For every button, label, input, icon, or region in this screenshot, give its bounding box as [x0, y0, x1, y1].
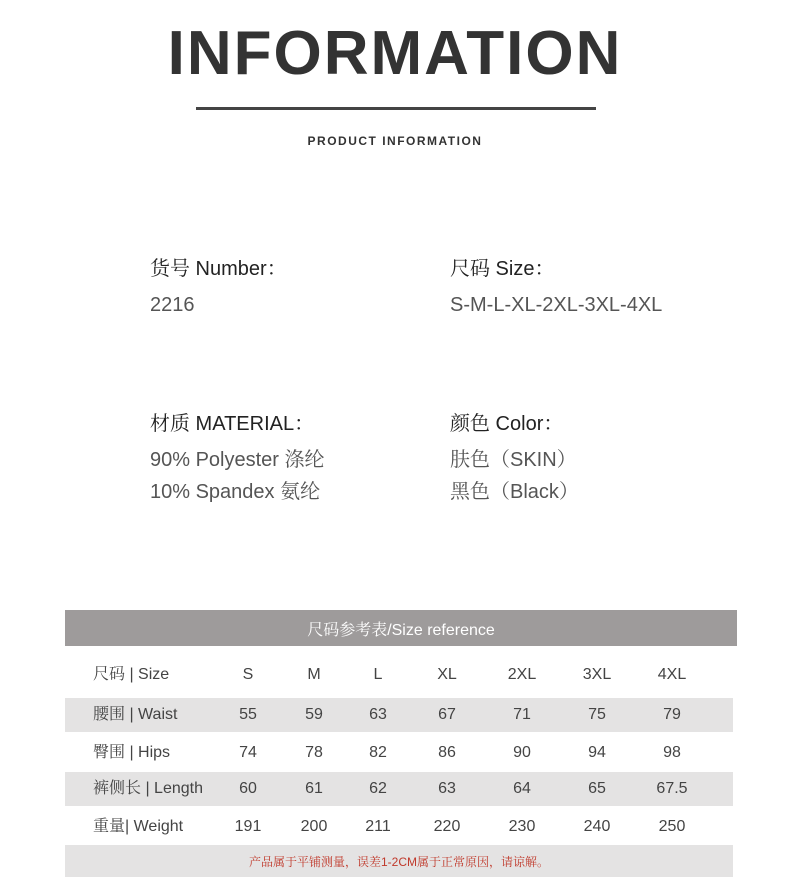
- row-label: 重量| Weight: [93, 818, 184, 835]
- size-block: [450, 252, 662, 321]
- table-cell: 211: [365, 818, 391, 835]
- table-cell: 220: [433, 818, 461, 835]
- row-label: 裤侧长 | Length: [93, 780, 203, 797]
- title-divider: [196, 107, 596, 110]
- table-row: [65, 810, 733, 844]
- table-cell: 250: [658, 818, 686, 835]
- table-cell: 64: [513, 780, 531, 797]
- number-block: [150, 252, 287, 321]
- table-cell: 4XL: [657, 666, 687, 683]
- material-value: 10% Spandex 氨纶: [150, 481, 321, 503]
- table-row: [65, 658, 733, 692]
- table-cell: 78: [305, 744, 323, 761]
- table-cell: 200: [300, 818, 328, 835]
- table-cell: 240: [583, 818, 611, 835]
- table-cell: 3XL: [582, 666, 612, 683]
- table-cell: 90: [513, 744, 531, 761]
- table-cell: 63: [369, 706, 387, 723]
- table-cell: L: [373, 666, 383, 683]
- row-label: 尺码 | Size: [93, 666, 170, 683]
- color-block: [450, 407, 579, 508]
- table-cell: 86: [438, 744, 456, 761]
- table-row: [65, 772, 733, 806]
- table-cell: 82: [369, 744, 387, 761]
- page-subtitle: PRODUCT INFORMATION: [307, 134, 483, 148]
- table-row: [65, 736, 733, 770]
- color-label: 颜色 Color：: [450, 413, 564, 435]
- row-label: 臀围 | Hips: [93, 744, 171, 761]
- table-cell: 67.5: [656, 780, 688, 797]
- size-table-title: 尺码参考表/Size reference: [65, 610, 737, 646]
- material-value: 90% Polyester 涤纶: [150, 449, 325, 471]
- material-label: 材质 MATERIAL：: [150, 413, 315, 435]
- table-cell: 59: [305, 706, 323, 723]
- material-block: [150, 407, 325, 508]
- measurement-note: 产品属于平铺测量，误差1-2CM属于正常原因，请谅解。: [65, 845, 733, 877]
- table-cell: 191: [234, 818, 262, 835]
- table-cell: 55: [239, 706, 257, 723]
- color-value: 肤色（SKIN）: [450, 449, 577, 471]
- table-cell: XL: [437, 666, 457, 683]
- table-cell: 62: [369, 780, 387, 797]
- table-cell: 67: [438, 706, 456, 723]
- number-label: 货号 Number：: [150, 258, 287, 280]
- table-cell: 2XL: [507, 666, 537, 683]
- table-row: [65, 698, 733, 732]
- table-cell: 63: [438, 780, 456, 797]
- table-cell: M: [307, 666, 321, 683]
- page-title: INFORMATION: [167, 19, 623, 88]
- table-cell: S: [242, 666, 254, 683]
- table-cell: 71: [513, 706, 531, 723]
- table-cell: 60: [239, 780, 257, 797]
- table-cell: 65: [588, 780, 606, 797]
- size-value: S-M-L-XL-2XL-3XL-4XL: [450, 294, 663, 316]
- row-label: 腰围 | Waist: [93, 706, 178, 723]
- table-cell: 75: [588, 706, 606, 723]
- size-label: 尺码 Size：: [450, 258, 555, 280]
- table-cell: 98: [663, 744, 681, 761]
- color-value: 黑色（Black）: [450, 481, 579, 503]
- table-cell: 79: [663, 706, 681, 723]
- table-cell: 74: [239, 744, 257, 761]
- table-cell: 61: [305, 780, 323, 797]
- number-value: 2216: [150, 294, 195, 316]
- table-cell: 94: [588, 744, 606, 761]
- table-cell: 230: [508, 818, 536, 835]
